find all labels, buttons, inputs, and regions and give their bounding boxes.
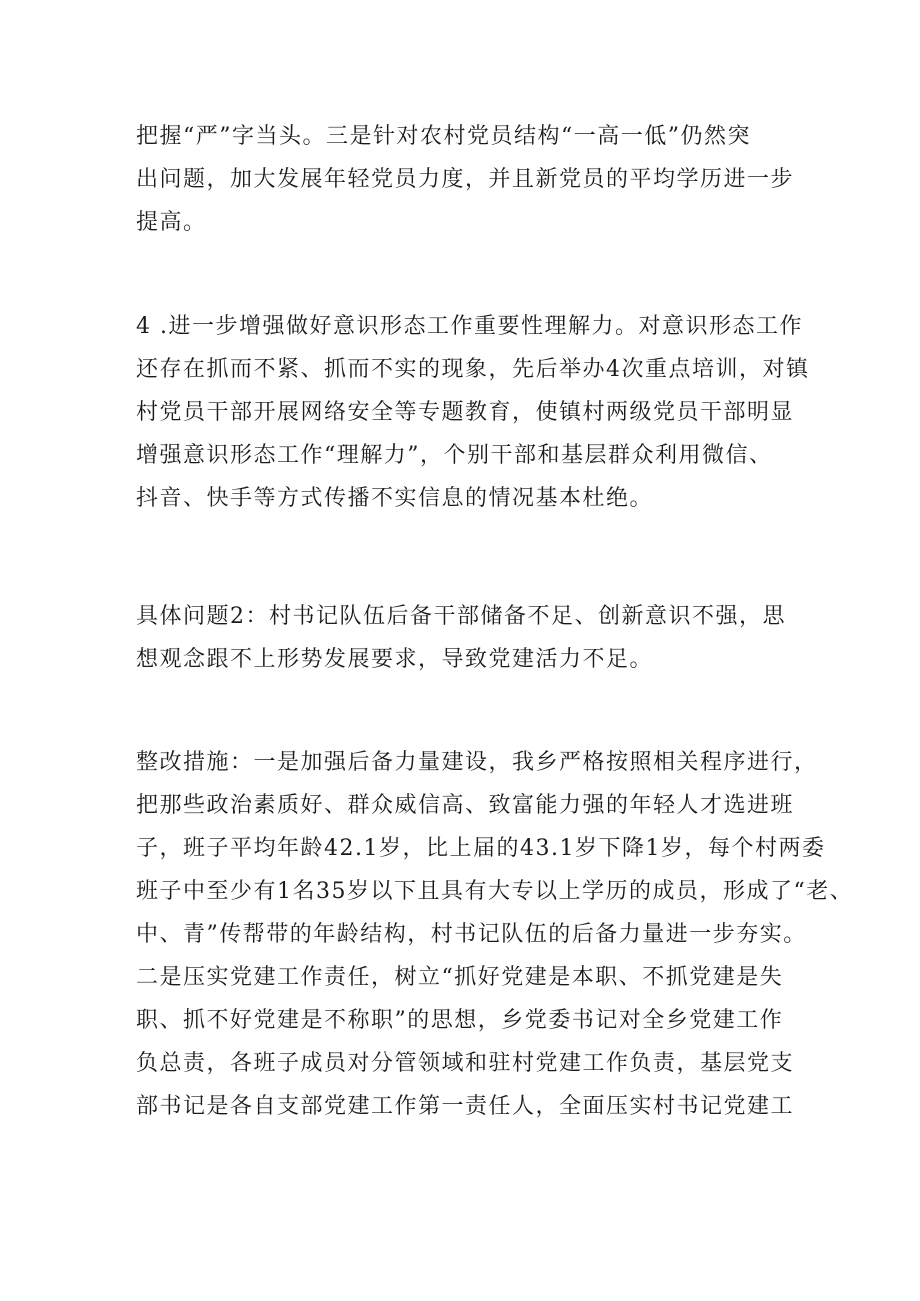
paragraph-party-member-structure [136, 115, 806, 244]
text-line: 具体问题2：村书记队伍后备干部储备不足、创新意识不强，思 [136, 604, 786, 629]
text-line: 把握“严”字当头。三是针对农村党员结构“一高一低”仍然突 [136, 124, 751, 149]
text-line: 班子中至少有1名35岁以下且具有大专以上学历的成员，形成了“老、 [136, 879, 854, 904]
text-line: 部书记是各自支部党建工作第一责任人，全面压实村书记党建工 [136, 1094, 795, 1119]
paragraph-specific-problem-2 [136, 595, 806, 681]
text-line: 出问题，加大发展年轻党员力度，并且新党员的平均学历进一步 [136, 167, 795, 192]
text-line: 二是压实党建工作责任，树立“抓好党建是本职、不抓党建是失 [136, 965, 784, 990]
text-line: 子，班子平均年龄42.1岁，比上届的43.1岁下降1岁，每个村两委 [136, 836, 826, 861]
text-line: 想观念跟不上形势发展要求，导致党建活力不足。 [136, 647, 654, 672]
text-line: 把那些政治素质好、群众威信高、致富能力强的年轻人才选进班 [136, 793, 795, 818]
text-line: 整改措施：一是加强后备力量建设，我乡严格按照相关程序进行， [136, 750, 818, 775]
text-line: 提高。 [136, 210, 207, 235]
text-line: 还存在抓而不紧、抓而不实的现象，先后举办4次重点培训，对镇 [136, 357, 810, 382]
text-line: 中、青”传帮带的年龄结构，村书记队伍的后备力量进一步夯实。 [136, 922, 807, 947]
text-line: 增强意识形态工作“理解力”，个别干部和基层群众利用微信、 [136, 443, 773, 468]
text-line: 负总责，各班子成员对分管领域和驻村党建工作负责，基层党支 [136, 1051, 795, 1076]
paragraph-rectification-measures [136, 741, 854, 1128]
paragraph-ideology-work [136, 305, 810, 520]
text-line: 抖音、快手等方式传播不实信息的情况基本杜绝。 [136, 486, 654, 511]
text-line: 村党员干部开展网络安全等专题教育，使镇村两级党员干部明显 [136, 400, 795, 425]
text-line: 4 .进一步增强做好意识形态工作重要性理解力。对意识形态工作 [136, 314, 803, 339]
text-line: 职、抓不好党建是不称职”的思想，乡党委书记对全乡党建工作 [136, 1008, 784, 1033]
